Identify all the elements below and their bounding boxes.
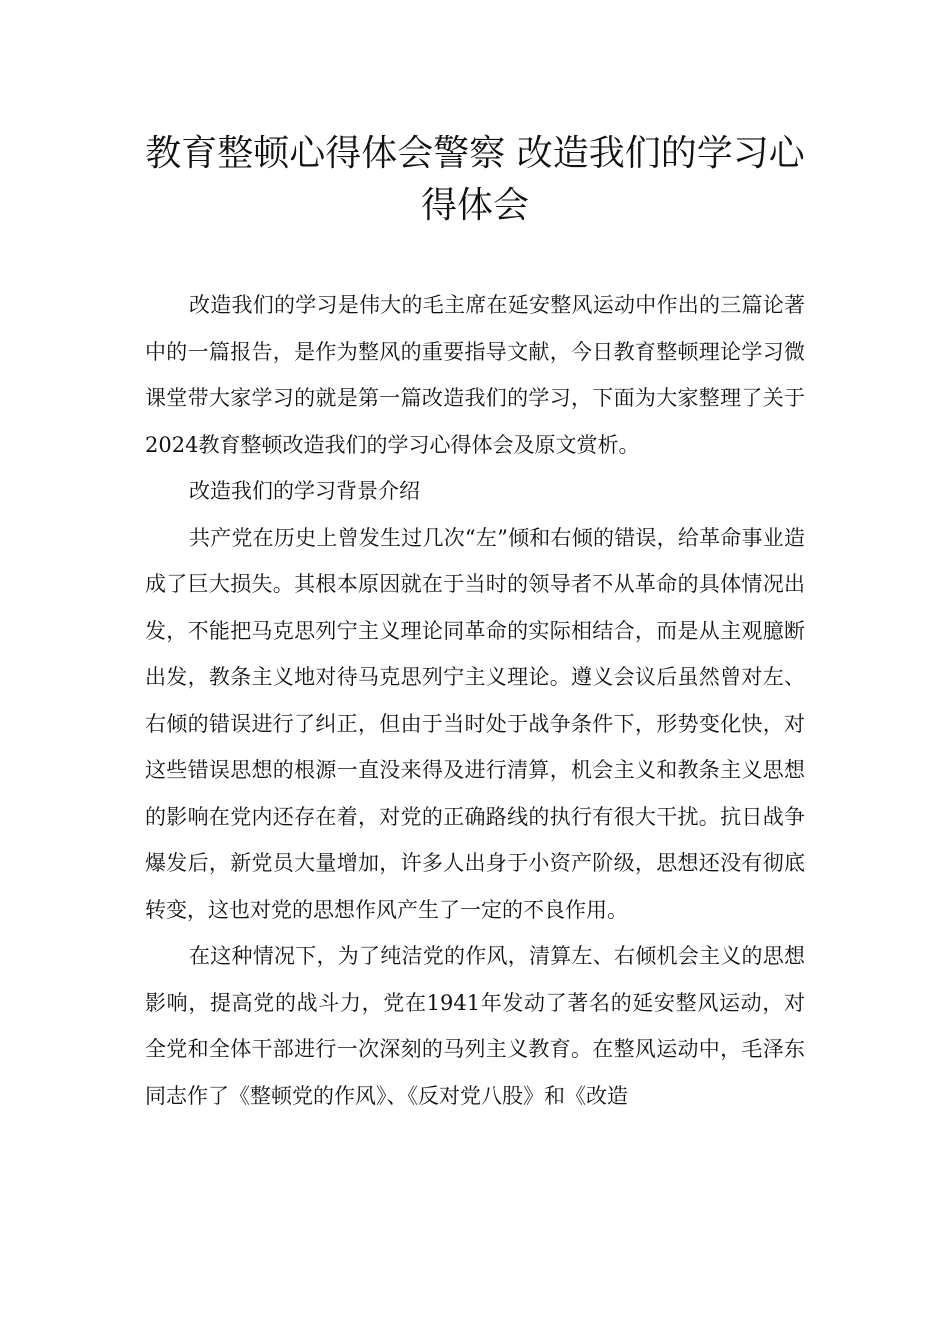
paragraph-section-heading: 改造我们的学习背景介绍 xyxy=(189,479,420,503)
paragraph-intro: 改造我们的学习是伟大的毛主席在延安整风运动中作出的三篇论著中的一篇报告，是作为整风的重要指导文献，今日教育整顿理论学习微课堂带大家学习的就是第一篇改造我们的学习，下面为大家整理了关于2024教育整顿改造我们的学习心得体会及原文赏析。 xyxy=(145,293,805,457)
document-body xyxy=(145,282,805,1119)
paragraph-rectification: 在这种情况下，为了纯洁党的作风，清算左、右倾机会主义的思想影响，提高党的战斗力，党在1941年发动了著名的延安整风运动，对全党和全体干部进行一次深刻的马列主义教育。在整风运动中，毛泽东同志作了《整顿党的作风》、《反对党八股》和《改造 xyxy=(145,944,805,1108)
document-title: 教育整顿心得体会警察 改造我们的学习心得体会 xyxy=(145,133,805,226)
paragraph-background: 共产党在历史上曾发生过几次“左”倾和右倾的错误，给革命事业造成了巨大损失。其根本原因就在于当时的领导者不从革命的具体情况出发，不能把马克思列宁主义理论同革命的实际相结合，而是从主观臆断出发，教条主义地对待马克思列宁主义理论。遵义会议后虽然曾对左、右倾的错误进行了纠正，但由于当时处于战争条件下，形势变化快，对这些错误思想的根源一直没来得及进行清算，机会主义和教条主义思想的影响在党内还存在着，对党的正确路线的执行有很大干扰。抗日战争爆发后，新党员大量增加，许多人出身于小资产阶级，思想还没有彻底转变，这也对党的思想作风产生了一定的不良作用。 xyxy=(145,525,805,922)
